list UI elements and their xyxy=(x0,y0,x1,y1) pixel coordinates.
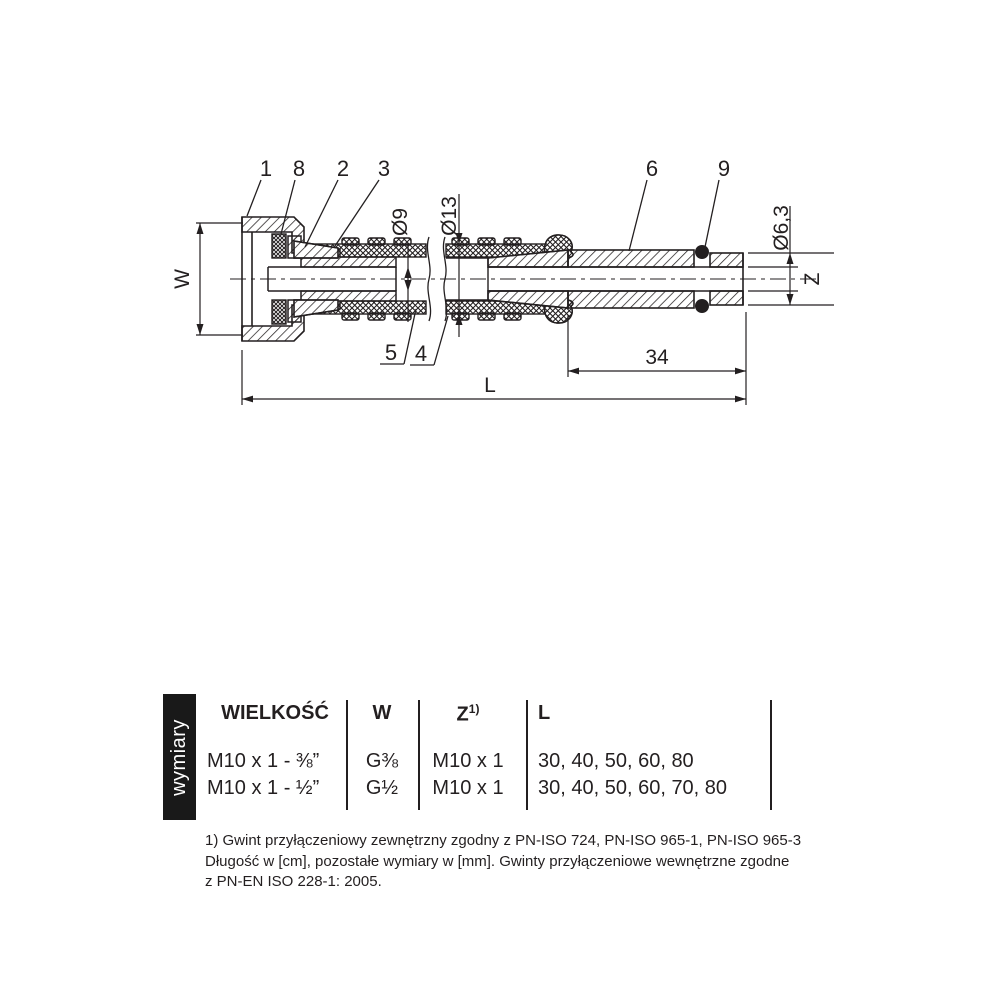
header-l: L xyxy=(538,702,551,724)
header-z-footnote-ref: 1) xyxy=(468,702,480,716)
table-row-z: M10 x 1 xyxy=(432,777,504,799)
callout-8: 8 xyxy=(292,156,306,181)
table-row-z: M10 x 1 xyxy=(432,750,504,772)
header-w: W xyxy=(372,702,392,724)
callout-4: 4 xyxy=(414,341,428,366)
table-row-l: 30, 40, 50, 60, 80 xyxy=(538,750,694,772)
table-divider-3 xyxy=(526,700,528,810)
header-z xyxy=(418,702,518,727)
callout-leaders xyxy=(247,180,719,365)
footnote-line-1: 1) Gwint przyłączeniowy zewnętrzny zgodny z PN-ISO 724, PN-ISO 965-1, PN-ISO 965-3 xyxy=(205,832,802,849)
callout-5: 5 xyxy=(384,340,398,365)
callout-6: 6 xyxy=(645,156,659,181)
dim-l-label: L xyxy=(484,374,496,397)
header-z-text: Z xyxy=(456,703,469,726)
dim-z-label: Z xyxy=(801,272,824,286)
callout-2: 2 xyxy=(336,156,350,181)
dim-d9-label: Ø9 xyxy=(389,207,412,237)
callout-1: 1 xyxy=(259,156,273,181)
footnote-line-2: Długość w [cm], pozostałe wymiary w [mm]. Gwinty przyłączeniowe wewnętrzne zgodne xyxy=(205,852,790,870)
callout-9: 9 xyxy=(717,156,731,181)
header-wielkosc: WIELKOŚĆ xyxy=(221,702,329,724)
footnote-line-3: z PN-EN ISO 228-1: 2005. xyxy=(205,873,382,890)
dim-w-label: W xyxy=(171,269,194,289)
sidebar-tab-wymiary xyxy=(163,694,196,820)
footnote xyxy=(205,831,801,893)
table-row-w: G⅜ xyxy=(365,750,399,772)
table-row-w: G½ xyxy=(365,777,399,799)
sidebar-tab-label: wymiary xyxy=(168,718,190,796)
table-row-size: M10 x 1 - ½” xyxy=(207,777,320,799)
dim-d63-label: Ø6,3 xyxy=(770,205,793,251)
callout-3: 3 xyxy=(377,156,391,181)
table-row-l: 30, 40, 50, 60, 70, 80 xyxy=(538,777,728,799)
table-divider-4 xyxy=(770,700,772,810)
table-row-size: M10 x 1 - ⅜” xyxy=(207,750,320,772)
dim-34-label: 34 xyxy=(645,346,669,369)
dim-d13-label: Ø13 xyxy=(438,196,461,236)
